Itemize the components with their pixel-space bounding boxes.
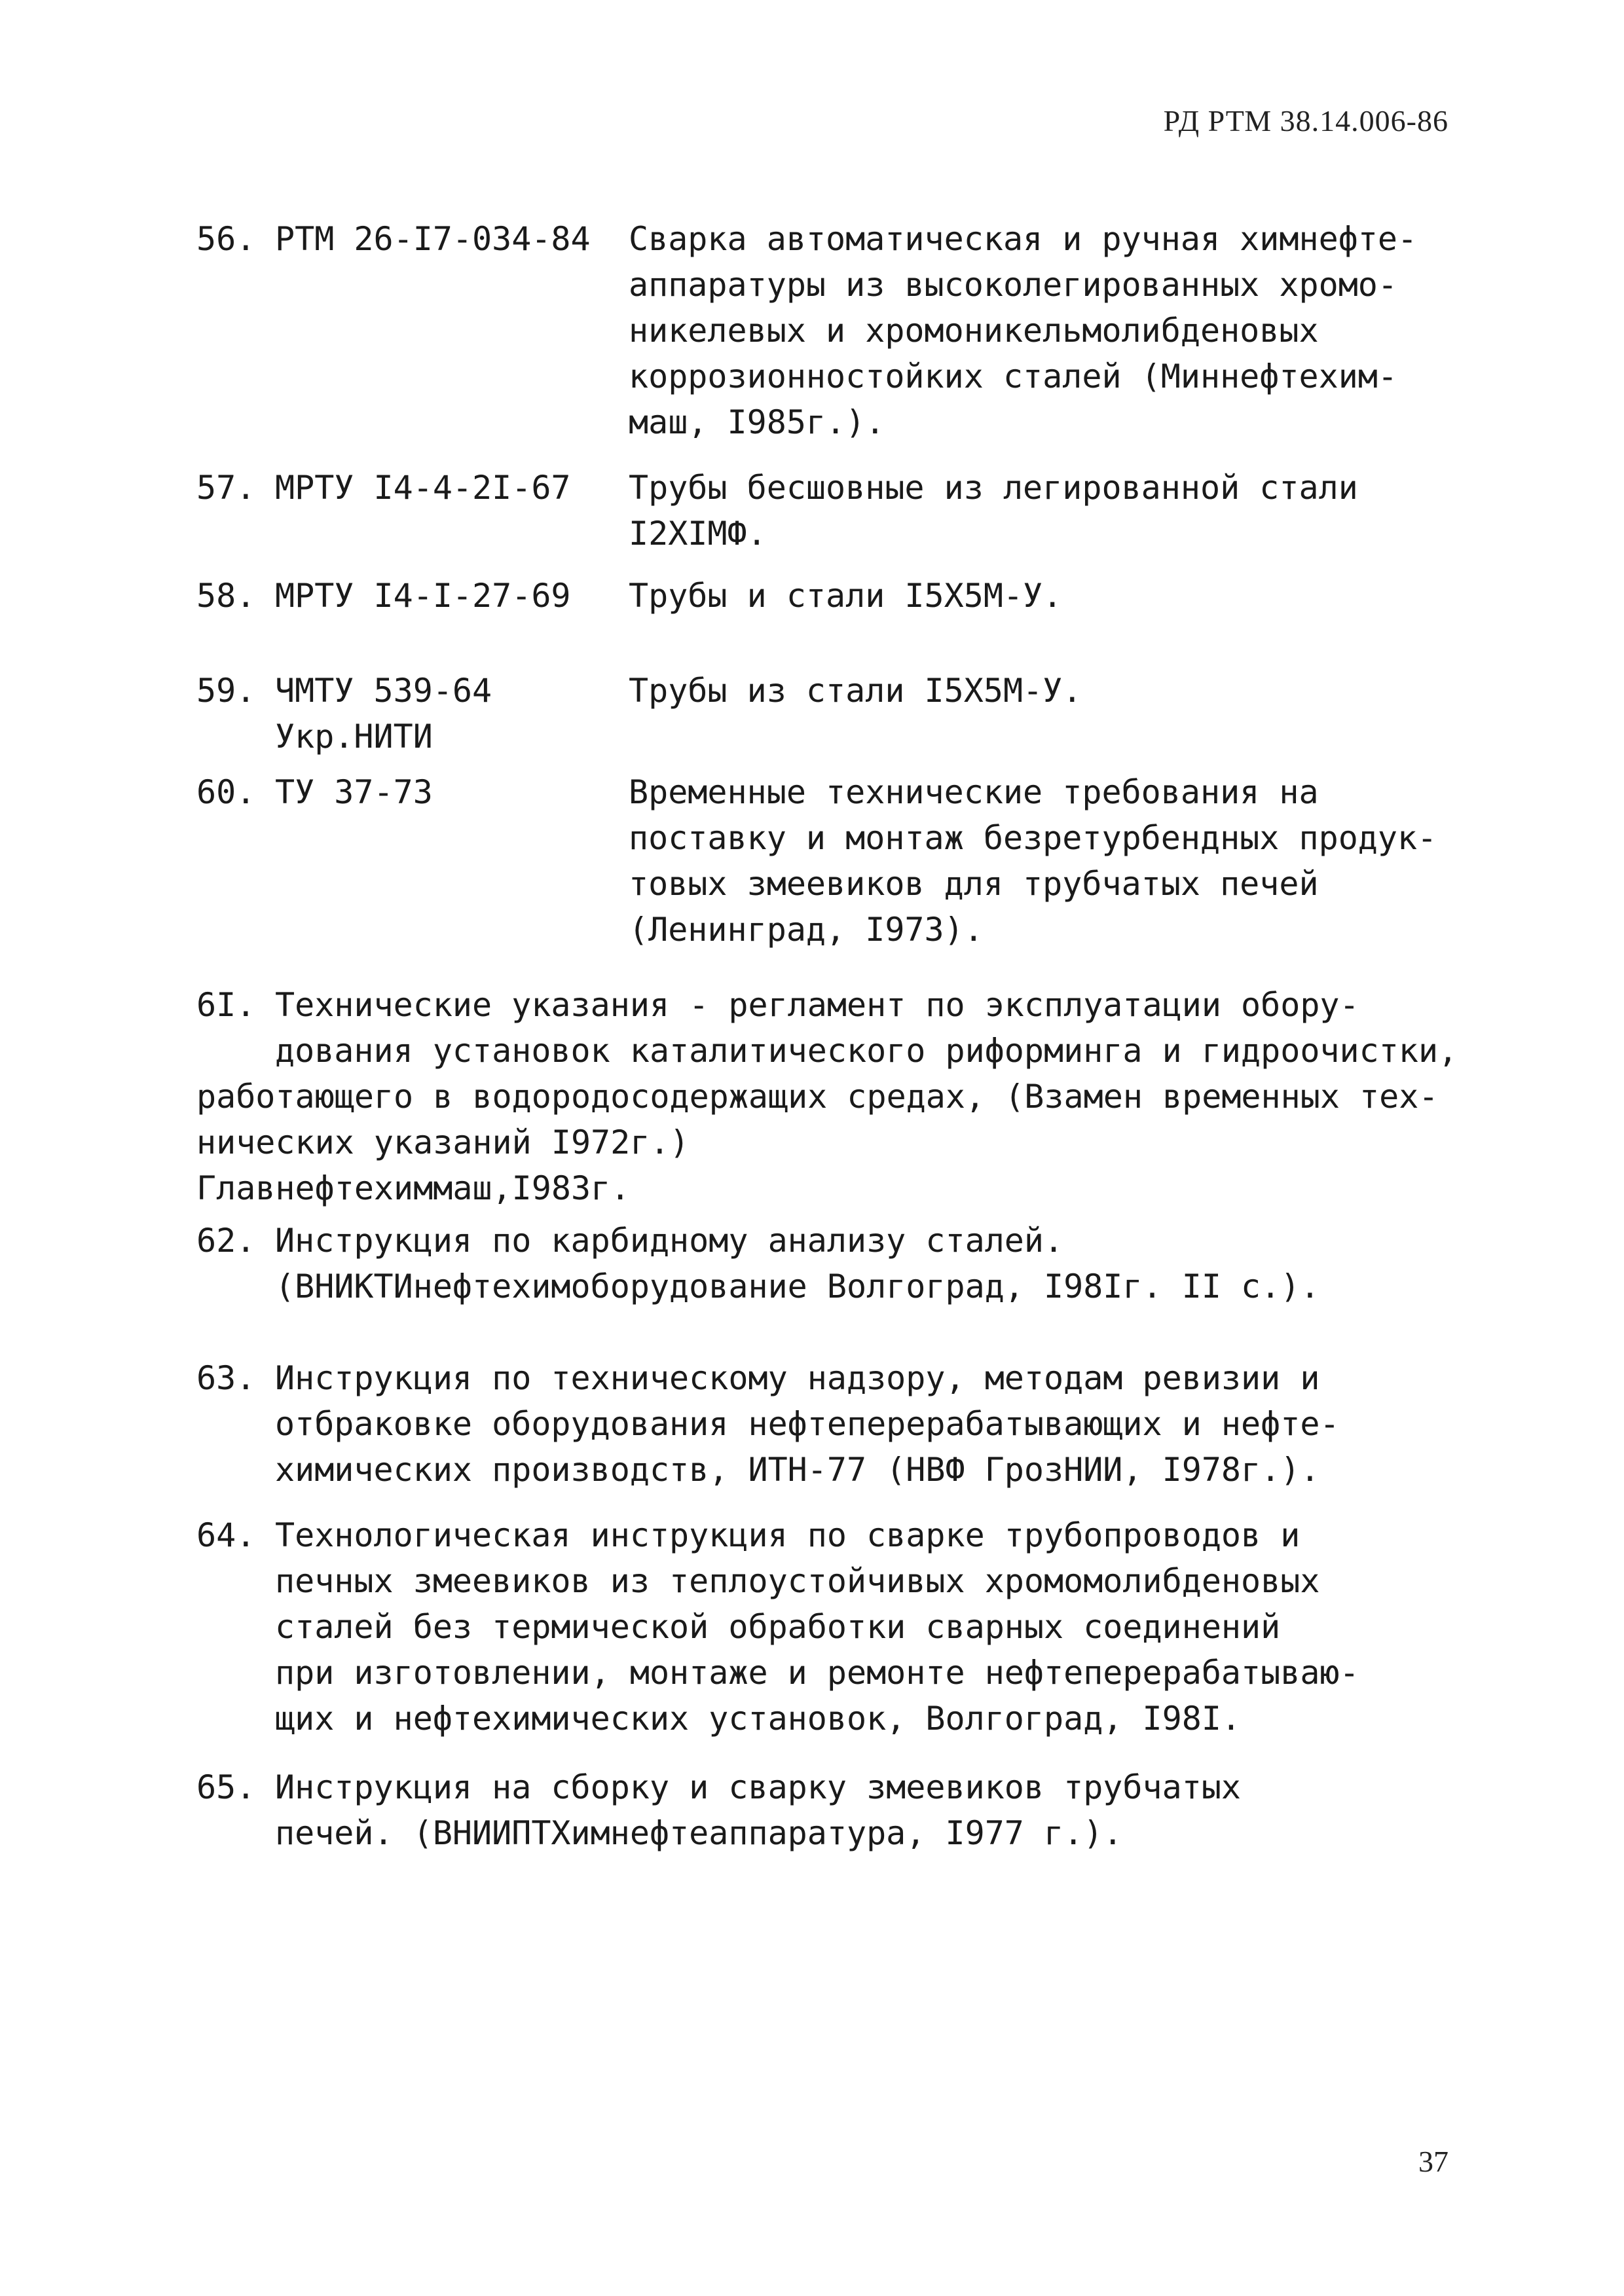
paragraph-continuation: работающего в водородосодержащих средах, (Взамен временных тех- нических указаний I972г.) Главнефтехиммаш,I983г. (196, 1078, 1439, 1207)
paragraph-text: Технические указания - регламент по эксплуатации обору- дования установок каталитического риформинга и гидроочистки, (275, 986, 1458, 1070)
reference-number: 60. (196, 773, 256, 811)
document-code: РД РТМ 38.14.006-86 (1163, 104, 1449, 137)
reference-code: ТУ 37-73 (275, 773, 433, 811)
paragraph-number: 63. (196, 1359, 256, 1397)
reference-description: Сварка автоматическая и ручная химнефте- аппаратуры из высоколегированных хромо- никелевых и хромоникельмолибденовых коррозионностойких сталей (Миннефтехим- маш, I985г.). (629, 220, 1418, 441)
reference-description: Трубы и стали I5Х5М-У. (629, 577, 1063, 615)
page-number: 37 (1418, 2145, 1449, 2178)
paragraph-number: 65. (196, 1768, 256, 1806)
paragraph-text: Инструкция на сборку и сварку змеевиков трубчатых печей. (ВНИИПТХимнефтеаппаратура, I977 г.). (275, 1768, 1242, 1852)
reference-description: Трубы бесшовные из легированной стали I2ХIМФ. (629, 469, 1358, 553)
reference-number: 56. (196, 220, 256, 258)
reference-description: Временные технические требования на поставку и монтаж безретурбендных продук- товых змеевиков для трубчатых печей (Ленинград, I973). (629, 773, 1437, 949)
paragraph-text: Технологическая инструкция по сварке трубопроводов и печных змеевиков из теплоустойчивых хромомолибденовых сталей без термической обработки сварных соединений при изготовлении, монтаже и ремонте нефтеперерабатываю- щих и нефтехимических установок, Волгоград, I98I. (275, 1516, 1359, 1738)
paragraph-text: Инструкция по карбидному анализу сталей. (ВНИКТИнефтехимоборудование Волгоград, I98Iг. II с.). (275, 1222, 1320, 1305)
reference-code: ЧМТУ 539-64 Укр.НИТИ (275, 672, 492, 756)
reference-number: 59. (196, 672, 256, 710)
reference-code: РТМ 26-I7-034-84 (275, 220, 591, 258)
paragraph-number: 6I. (196, 986, 256, 1024)
paragraph-text: Инструкция по техническому надзору, методам ревизии и отбраковке оборудования нефтеперерабатывающих и нефте- химических производств, ИТН-77 (НВФ ГрозНИИ, I978г.). (275, 1359, 1340, 1489)
reference-number: 58. (196, 577, 256, 615)
reference-number: 57. (196, 469, 256, 507)
paragraph-number: 62. (196, 1222, 256, 1260)
paragraph-number: 64. (196, 1516, 256, 1554)
reference-description: Трубы из стали I5Х5М-У. (629, 672, 1082, 710)
reference-code: МРТУ I4-4-2I-67 (275, 469, 571, 507)
reference-code: МРТУ I4-I-27-69 (275, 577, 571, 615)
